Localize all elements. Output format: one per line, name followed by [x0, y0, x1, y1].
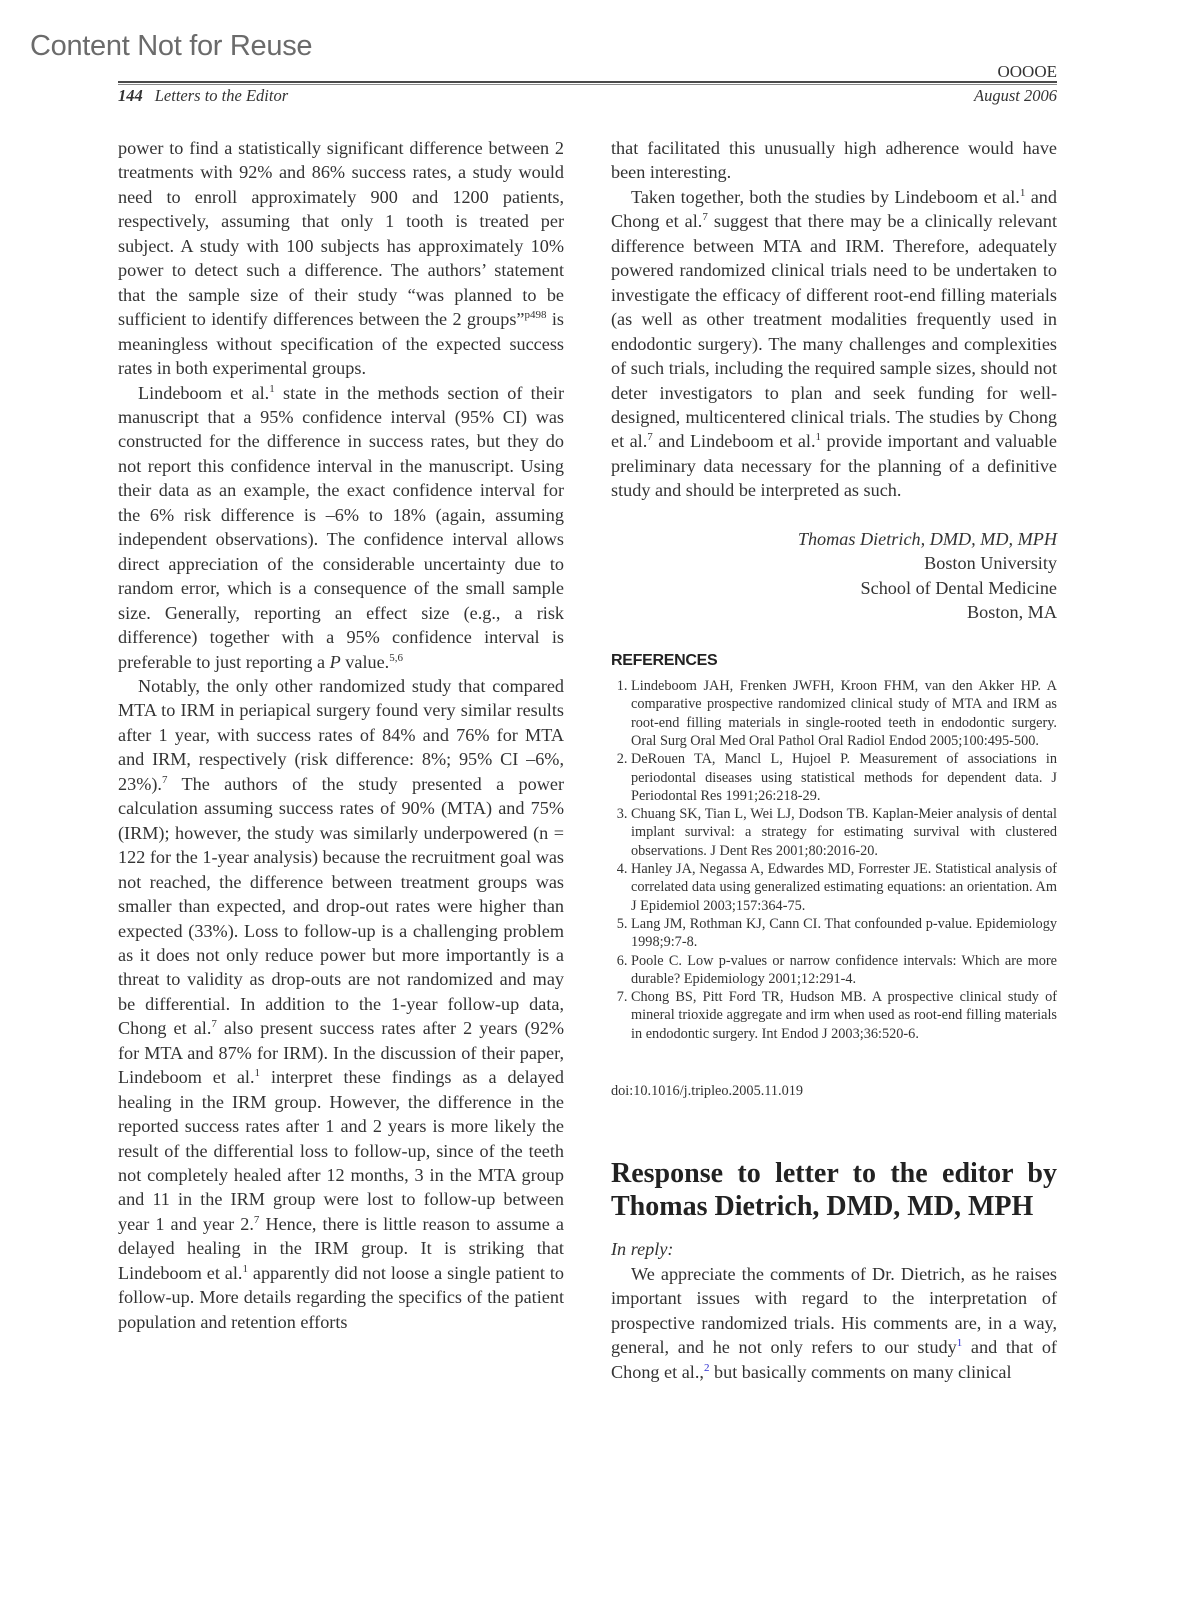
citation: 1: [815, 431, 822, 444]
page-number: 144: [118, 86, 143, 105]
citation: 1: [269, 382, 275, 395]
paragraph: [611, 185, 1057, 503]
text: also present success rates after 2 years (92% for MTA and 87% for IRM). In the discussion of their paper, Lindeboom et al.: [118, 1018, 564, 1088]
text: Taken together, both the studies by Lindeboom et al.: [631, 186, 1020, 207]
citation: 7: [161, 773, 168, 786]
header-rule: [118, 81, 1057, 83]
italic-text: P: [329, 651, 341, 672]
running-head: [118, 86, 1057, 106]
reference-item: 5. Lang JM, Rothman KJ, Cann CI. That confounded p-value. Epidemiology 1998;9:7-8.: [631, 915, 1057, 952]
reference-item: 3. Chuang SK, Tian L, Wei LJ, Dodson TB. Kaplan-Meier analysis of dental implant survival: a strategy for estimating survival with clustered observations. J Dent Res 2001;80:2016-20.: [631, 805, 1057, 860]
citation: 5,6: [389, 651, 403, 664]
section-title: Letters to the Editor: [154, 86, 289, 105]
citation: 7: [702, 211, 708, 224]
citation: 1: [1019, 186, 1026, 199]
journal-code: OOOOE: [997, 62, 1057, 81]
doi: doi:10.1016/j.tripleo.2005.11.019: [611, 1083, 804, 1099]
paragraph: [611, 1262, 1057, 1384]
header-rule-thin: [118, 84, 1057, 85]
text: power to find a statistically significant difference between 2 treatments with 92% and 86% success rates, a study would need to enroll approximately 900 and 1200 patients, respectively, assuming that only 1 tooth is treated per subject. A study with 100 subjects has approximately 10% power to detect such a difference. The authors’ statement that the sample size of their study “was planned to be sufficient to identify differences between the 2 groups”: [118, 138, 564, 330]
text: interpret these findings as a delayed healing in the IRM group. However, the difference in the reported success rates after 1 and 2 years is more likely the result of the differential loss to follow-up, since of the teeth not completely healed after 12 months, 3 in the MTA group and 11 in the IRM group were lost to follow-up between year 1 and year 2.: [118, 1067, 564, 1234]
issue-date: August 2006: [974, 86, 1057, 105]
affiliation-line: Boston University: [924, 553, 1057, 574]
text: We appreciate the comments of Dr. Dietrich, as he raises important issues with regard to the interpretation of prospective randomized trials. His comments are, in a way, general, and he not only refers to our study: [611, 1263, 1057, 1358]
citation: 7: [253, 1213, 260, 1226]
reference-item: 7. Chong BS, Pitt Ford TR, Hudson MB. A prospective clinical study of mineral trioxide aggregate and irm when used as root-end filling materials in endodontic surgery. Int Endod J 2003;36:520-6.: [631, 988, 1057, 1043]
reference-item: 2. DeRouen TA, Mancl L, Hujoel P. Measurement of associations in periodontal diseases using statistical methods for dependent data. J Periodontal Res 1991;26:218-29.: [631, 750, 1057, 805]
watermark: Content Not for Reuse: [30, 30, 313, 62]
signature-block: [611, 527, 1057, 625]
text: but basically comments on many clinical: [709, 1361, 1012, 1382]
text: provide important and valuable preliminary data necessary for the planning of a definitive study and should be interpreted as such.: [611, 431, 1057, 501]
citation: 1: [242, 1262, 248, 1275]
text: and that of Chong et al.,: [611, 1337, 1057, 1382]
citation-link[interactable]: 2: [703, 1361, 710, 1374]
in-reply-label: In reply:: [611, 1239, 674, 1260]
citation-link[interactable]: 1: [956, 1337, 963, 1350]
text: state in the methods section of their manuscript that a 95% confidence interval (95% CI) was constructed for the difference in success rates, but they do not report this confidence interval in the manuscript. Using their data as an example, the exact confidence interval for the 6% risk difference is –6% to 18% (again, assuming independent observations). The confidence interval allows direct appreciation of the considerable uncertainty due to random error, which is a consequence of the small sample size. Generally, reporting an effect size (e.g., a risk difference) together with a 95% confidence interval is preferable to just reporting a: [118, 382, 564, 672]
text: is meaningless without specification of the expected success rates in both experimental groups.: [118, 309, 564, 379]
reference-item: 4. Hanley JA, Negassa A, Edwardes MD, Forrester JE. Statistical analysis of correlated data using generalized estimating equations: an orientation. Am J Epidemiol 2003;157:364-75.: [631, 860, 1057, 915]
affiliation-line: School of Dental Medicine: [860, 577, 1057, 598]
paragraph: [118, 136, 564, 381]
text: and Lindeboom et al.: [652, 431, 816, 452]
author-name: Thomas Dietrich, DMD, MD, MPH: [797, 528, 1057, 549]
text: Notably, the only other randomized study that compared MTA to IRM in periapical surgery found very similar results after 1 year, with success rates of 84% and 76% for MTA and IRM, respectively (risk difference: 8%; 95% CI –6%, 23%).: [118, 675, 564, 794]
paragraph: [118, 674, 564, 1334]
text: Hence, there is little reason to assume a delayed healing in the IRM group. It is striking that Lindeboom et al.: [118, 1213, 564, 1283]
references-heading: REFERENCES: [611, 651, 718, 669]
text: Lindeboom et al.: [138, 382, 270, 403]
paragraph: that facilitated this unusually high adherence would have been interesting.: [611, 138, 1057, 183]
text: value.: [340, 651, 390, 672]
text: and Chong et al.: [611, 186, 1057, 232]
citation: 7: [647, 431, 653, 444]
reference-list: [611, 677, 1057, 1043]
reference-item: 6. Poole C. Low p-values or narrow confidence intervals: Which are more durable? Epidemiology 2001;12:291-4.: [631, 952, 1057, 989]
citation: 1: [254, 1067, 261, 1080]
reference-item: 1. Lindeboom JAH, Frenken JWFH, Kroon FHM, van den Akker HP. A comparative prospective randomized clinical study of MTA and IRM as root-end filling materials in single-rooted teeth in endodontic surgery. Oral Surg Oral Med Oral Pathol Oral Radiol Endod 2005;100:495-500.: [631, 677, 1057, 750]
right-column: [611, 136, 1057, 1384]
response-title: Response to letter to the editor by Thomas Dietrich, DMD, MD, MPH: [611, 1158, 1057, 1223]
text: suggest that there may be a clinically relevant difference between MTA and IRM. Therefore, adequately powered randomized clinical trials need to be undertaken to investigate the efficacy of different root-end filling materials (as well as other treatment modalities frequently used in endodontic surgery). The many challenges and complexities of such trials, including the required sample sizes, should not deter investigators to plan and seek funding for well-designed, multicentered clinical trials. The studies by Chong et al.: [611, 211, 1057, 452]
left-column: [118, 136, 564, 1334]
paragraph: [118, 381, 564, 674]
text: The authors of the study presented a power calculation assuming success rates of 90% (MTA) and 75% (IRM); however, the study was similarly underpowered (n = 122 for the 1-year analysis) because the recruitment goal was not reached, the difference between treatment groups was smaller than expected, and drop-out rates were higher than expected (33%). Loss to follow-up is a challenging problem as it does not only reduce power but more importantly is a threat to validity as drop-outs are not randomized and may be differential. In addition to the 1-year follow-up data, Chong et al.: [118, 773, 564, 1039]
citation: 7: [211, 1018, 217, 1031]
text: apparently did not loose a single patient to follow-up. More details regarding the specifics of the patient population and retention efforts: [118, 1262, 564, 1332]
affiliation-line: Boston, MA: [967, 602, 1057, 623]
page-citation: p498: [524, 309, 547, 322]
running-head-left: [118, 86, 288, 106]
